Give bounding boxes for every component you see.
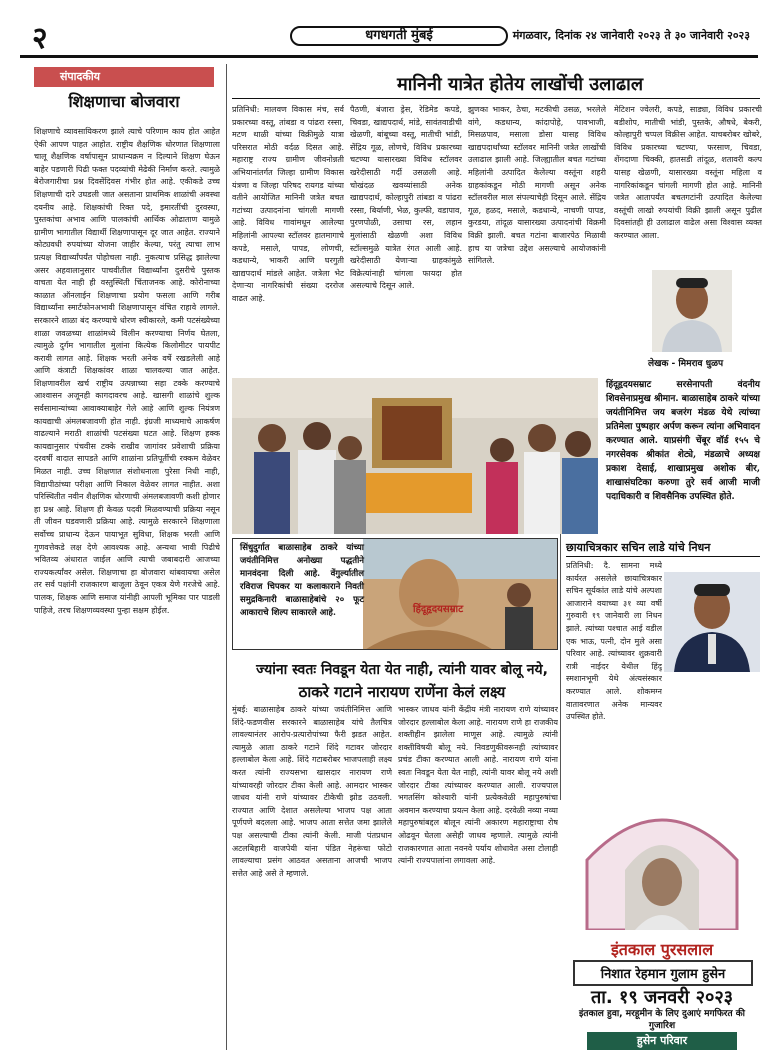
photographer-photo xyxy=(664,572,760,672)
sand-sculpture-text: हिंदूहृदयसम्राट xyxy=(413,604,464,615)
article-column: झुणका भाकर, ठेचा, मटकीची उसळ, भरलेले वांगे, कडधान्य, कांदापोहे, पावभाजी, मिसळपाव, मसाला डोसा यासह विविध खाद्यपदार्थांच्या स्टॉलवर मानिनी जत्रेत लाखोंची उलाढाल झाली आहे. जिल्ह्यातील बचत गटांच्या महिलांनी उत्पादित केलेल्या वस्तूंना शहरी ग्राहकांकडून मोठी मागणी असून अनेक स्टॉलवरील माल संपल्याचेही दिसून आले. सेंद्रिय गूळ, हळद, मसाले, कडधान्ये, नाचणी पापड, कुरडया, तांदूळ यासारख्या उत्पादनांची विक्रमी विक्री झाली. बचत गटांना बाजारपेठ मिळावी हाच या जत्रेचा उद्देश असल्याचे आयोजकांनी सांगितले. xyxy=(468,105,606,266)
column-divider xyxy=(226,64,227,1050)
obituary-notice xyxy=(567,800,757,1052)
article-column: पैठणी, बंजारा ड्रेस, रेडिमेड कपडे, चिवडा, खाद्यपदार्थ, मांडे, सावंतवाडीची खेळणी, बांबूच्या वस्तू, मातीची भांडी, सेंद्रिय गूळ, लोणचे, विविध प्रकारच्या चटण्या यासारख्या विविध स्टॉलवर खरेदीसाठी गर्दी उसळली आहे. चोखंदळ खवय्यांसाठी अनेक खाद्यपदार्थ, कोल्हापुरी तांबडा व पांढरा रस्सा, बिर्याणी, भेळ, कुल्फी, वडापाव, पुरणपोळी, उसाचा रस, लहान मुलांसाठी खेळणी अशा विविध स्टॉल्समुळे यात्रेत रंगत आली आहे. खरेदीसाठी येणाऱ्या ग्राहकांमुळे विक्रेत्यांनाही चांगला फायदा होत असल्याचे दिसून आले. xyxy=(350,105,462,291)
editorial-title: शिक्षणाचा बोजवारा xyxy=(68,92,180,111)
event-photo-caption: हिंदूहृदयसम्राट सरसेनापती वंदनीय शिवसेनाप्रमुख श्रीमान. बाळासाहेब ठाकरे यांच्या जयंतीनिमित्त जय बजरंग मंडळ येथे त्यांच्या प्रतिमेला पुष्पहार अर्पण करून त्यांना अभिवादन करण्यात आले. याप्रसंगी चेंबूर वॉर्ड १५५ चे नगरसेवक श्रीकांत शेट्ये, मंडळाचे अध्यक्ष प्रकाश देसाई, शाखाप्रमुख अशोक बीर, शाखासंघटिका करुणा तुरे सर्व आजी माजी पदाधिकारी व शिवसैनिक उपस्थित होते. xyxy=(606,380,760,502)
article2-headline-line1: ज्यांना स्वतः निवडून येता येत नाही, त्यांनी यावर बोलू नये, xyxy=(256,662,548,678)
article2-headline-line2: ठाकरे गटाने नारायण राणेंना केलं लक्ष्य xyxy=(298,683,506,701)
obit-news-body: प्रतिनिधी: दै. सामना मध्ये कार्यरत असलेले छायाचित्रकार सचिन सूर्यकांत लाडे यांचे अल्पशा आजाराने वयाच्या ३१ व्या वर्षी गुरुवारी १९ जानेवारी ला निधन झाले. त्यांच्या पश्चात आई वडील एक भाऊ, पत्नी, दोन मुले असा परिवार आहे. त्यांच्यावर शुक्रवारी रात्री नाईदर येथील हिंदू स्मशानभूमी येथे अंत्यसंस्कार करण्यात आले. शोकमग्न वातावरणात अनेक मान्यवर उपस्थित होते. xyxy=(566,561,662,722)
editorial-body: शिक्षणाचे व्यावसायिकरण झाले त्याचे परिणाम काय होत आहेत ऐकी आपण पाहत आहोत. राष्ट्रीय शैक्षणिक धोरणात शिक्षणाला चालू शैक्षणिक वर्षापासून प्राधान्यक्रम न दिल्याने शिक्षण घेऊन बाहेर पडणारी पिढी फक्त पदव्यांची मेढेकी निर्माण करते. त्यामुळे बेरोजगारीचा प्रश्न दिवसेंदिवस गंभीर होत आहे. एकीकडे उच्च शिक्षणाची दारे उघडली जात असताना प्राथमिक शाळांची अवस्था दयनीय आहे. शिक्षकांची रिक्त पदे, इमारतींची दुरवस्था, पुस्तकांचा अभाव आणि पालकांची आर्थिक ओढाताण यामुळे ग्रामीण भागातील विद्यार्थी शिक्षणापासून दूर जात आहेत. राज्याने कोट्यवधी रुपयांच्या योजना जाहीर केल्या, परंतु त्याचा लाभ प्रत्यक्ष विद्यार्थ्यांपर्यंत पोहोचला नाही. नुकत्याच प्रसिद्ध झालेल्या असर अहवालानुसार पाचवीतील विद्यार्थ्यांना दुसरीचे पुस्तक वाचता येत नाही ही वस्तुस्थिती चिंताजनक आहे. कोरोनाच्या काळात ऑनलाईन शिक्षणाचा प्रयोग फसला आणि गरीब विद्यार्थ्यांना स्मार्टफोनअभावी शिक्षणापासून वंचित राहावे लागले. सरकारने शाळा बंद करण्याचे धोरण स्वीकारले, कमी पटसंख्येच्या शाळा जवळच्या शाळांमध्ये विलीन करण्याचा निर्णय घेतला, त्यामुळे दुर्गम भागातील मुलांना कित्येक किलोमीटर पायपीट करावी लागत आहे. शिक्षक भरती अनेक वर्षे रखडलेली आहे आणि कंत्राटी शिक्षकांवर शाळा चालवल्या जात आहेत. शिक्षणावरील खर्च राष्ट्रीय उत्पन्नाच्या सहा टक्के करण्याचे आश्वासन अजूनही कागदावरच आहे. खासगी शाळांचे शुल्क सर्वसामान्यांच्या आवाक्याबाहेर गेले आहे आणि शुल्क नियंत्रण कायद्याची अंमलबजावणी होत नाही. इंग्रजी माध्यमाचे आकर्षण वाढल्याने मराठी शाळांची पटसंख्या घटत आहे. शिक्षण हक्क कायद्यानुसार पंचवीस टक्के राखीव जागांवर प्रवेशाची प्रक्रिया दरवर्षी वादात सापडते आणि शाळांना प्रतिपूर्तीची रक्कम वेळेवर मिळत नाही. उच्च शिक्षणात संशोधनाला पुरेसा निधी नाही, विद्यापीठांच्या परीक्षा आणि निकाल वेळेवर लागत नाहीत. अशा परिस्थितीत नवीन शैक्षणिक धोरणाची अंमलबजावणी कशी होणार हा प्रश्न आहे. शिक्षण ही केवळ पदवी मिळवण्याची प्रक्रिया नसून ती जीवन घडवणारी प्रक्रिया आहे. त्यामुळे सरकारने शिक्षणाला सर्वोच्च प्राधान्य देऊन पायाभूत सुविधा, शिक्षक भरती आणि गुणवत्तेकडे लक्ष देणे आवश्यक आहे. अन्यथा भावी पिढीचे भवितव्य अंधारात जाईल आणि त्याची जबाबदारी आजच्या राज्यकर्त्यांवर असेल. शिक्षणाचा हा बोजवारा थांबवायचा असेल तर सर्व पक्षांनी राजकारण बाजूला ठेवून एकत्र येणे गरजेचे आहे. पालक, शिक्षक आणि समाज यांनीही आपली भूमिका पार पाडली पाहिजे, तरच शिक्षणव्यवस्था पुन्हा सक्षम होईल. xyxy=(34,127,220,615)
page-header xyxy=(20,18,758,58)
author-photo xyxy=(652,270,732,352)
obituary-family: हुसेन परिवार xyxy=(587,1032,737,1050)
obit-news-title: छायाचित्रकार सचिन लाडे यांचे निधन xyxy=(566,541,711,554)
editorial-section-label: संपादकीय xyxy=(34,67,214,87)
article-column: मेटिशन ज्वेलरी, कपडे, साड्या, विविध प्रकारची बडीशोप, मातीची भांडी, पुस्तके, औषधे, बेकरी, कोल्हापुरी चप्पल विक्रीस आहेत. याचबरोबर खोबरे, विविध प्रकारच्या चटण्या, फरसाण, चिवडा, शेंगदाणा चिक्की, हातसडी तांदूळ, शतावरी कल्प यासह खेळणी, यासारख्या वस्तूंना महिला व नागरिकांकडून चांगली मागणी होत आहे. मानिनी जत्रेत आतापर्यंत बचतगटांनी उत्पादित केलेल्या वस्तूंची लाखो रुपयांची विक्री झाली असून पुढील दिवसांतही ही उलाढाल वाढेल असा विश्वास व्यक्त करण्यात आला. xyxy=(614,105,762,240)
page-number: २ xyxy=(32,21,48,56)
issue-date: मंगळवार, दिनांक २४ जानेवारी २०२३ ते ३० जानेवारी २०२३ xyxy=(512,29,750,42)
headline-rule xyxy=(232,98,760,99)
author-caption: लेखक - मिमराव धुळप xyxy=(648,359,724,369)
sand-sculpture-caption: सिंधुदुर्गात बाळासाहेब ठाकरे यांच्या जयंतीनिमित्त अनोख्या पद्धतीने मानवंदना दिली आहे. वेंगुर्ल्यातील रविराज चिपकर या कलाकाराने निवती समुद्रकिनारी बाळासाहेबांचे २० फूट आकाराचे शिल्प साकारले आहे. xyxy=(240,543,364,618)
section-rule xyxy=(566,556,760,557)
article-column: प्रतिनिधी: मालवण विकास मंच, सर्व प्रकारच्या वस्तू, तांबडा व पांढरा रस्सा, मटण थाळी यांच्या विक्रीमुळे यात्रा परिसरात मोठी वर्दळ दिसत आहे. महाराष्ट्र राज्य ग्रामीण जीवनोन्नती अभियानांतर्गत जिल्हा ग्रामीण विकास यंत्रणा व जिल्हा परिषद रायगड यांच्या वतीने आयोजित मानिनी जत्रेत बचत गटांच्या उत्पादनांना चांगली मागणी आहे. विविध गावांमधून आलेल्या महिलांनी आपल्या स्टॉलवर हातमागाचे कपडे, मसाले, पापड, लोणची, कडधान्ये, भाकरी आणि घरगुती खाद्यपदार्थ मांडले आहेत. जत्रेला भेट देणाऱ्या नागरिकांची संख्या दररोज वाढत आहे. xyxy=(232,105,344,303)
obituary-name: निशात रेहमान गुलाम हुसेन xyxy=(573,960,753,986)
article-headline: मानिनी यात्रेत होतेय लाखोंची उलाढाल xyxy=(396,74,644,95)
obituary-title: इंतकाल पुरसलाल xyxy=(610,940,714,959)
obituary-date: ता. १९ जनवरी २०२३ xyxy=(590,987,734,1008)
masthead-logo: धगधगती मुंबई xyxy=(290,26,508,46)
article2-column: मुंबई: बाळासाहेब ठाकरे यांच्या जयंतीनिमित्त आणि शिंदे-फडणवीस सरकारने बाळासाहेब यांचे तैलचित्र लावल्यानंतर आरोप-प्रत्यारोपांच्या फैरी झडत आहेत. त्यामुळे आता ठाकरे गटाने शिंदे गटावर जोरदार हल्लाबोल केला आहे. शिंदे गटाबरोबर भाजपलाही लक्ष्य करत त्यांनी राज्यसभा खासदार नारायण राणे यांच्यावरही जोरदार टीका केली आहे. आमदार भास्कर जाधव यांनी राणे यांच्यावर टीकेची झोड उठवली. राज्यात आणि देशात असलेल्या भाजप पक्ष आता पूर्णपणे बदलला आहे. भाजप आता सत्तेत जमा झालेले पक्ष असल्याची टीका त्यांनी केली. माजी पंतप्रधान अटलबिहारी वाजपेयी यांना पंडित नेहरूंचा फोटो लावल्याचा प्रसंग आठवत असताना आजची भाजप सत्तेत आहे असे ते म्हणाले. xyxy=(232,705,392,878)
article2-column: भास्कर जाधव यांनी केंद्रीय मंत्री नारायण राणे यांच्यावर जोरदार हल्लाबोल केला आहे. नारायण राणे हा राजकीय शक्तीहीन झालेला माणूस आहे. त्यामुळे त्यांनी शक्तीविषयी बोलू नये. निवडणुकीवरूनही त्यांच्यावर प्रचंड टीका करण्यात आली आहे. नारायण राणे यांना स्वतः निवडून येता येत नाही, त्यांनी यावर बोलू नये अशी जोरदार टीका त्यांच्यावर करण्यात आली. राज्यपाल भगतसिंग कोश्यारी यांनी प्रत्येकवेळी महापुरुषांचा अवमान करण्याचा प्रयत्न केला आहे. दरवेळी नव्या नव्या महापुरुषांबद्दल बोलून त्यांनी अकारण महाराष्ट्राचा रोष ओढवून घेतला असेही जाधव म्हणाले. त्यामुळे त्यांनी राजकारणात आता नवनवे पर्याय शोधावेत असा टोलाही त्यांनी राज्यपालांना लगावला आहे. xyxy=(398,705,558,866)
obituary-note: इंतकाल हुवा, मरहूमीन के लिए दुआएं मगफिरत की गुजारिश xyxy=(579,1009,745,1031)
obituary-photo xyxy=(577,800,747,930)
event-group-photo xyxy=(232,378,598,534)
